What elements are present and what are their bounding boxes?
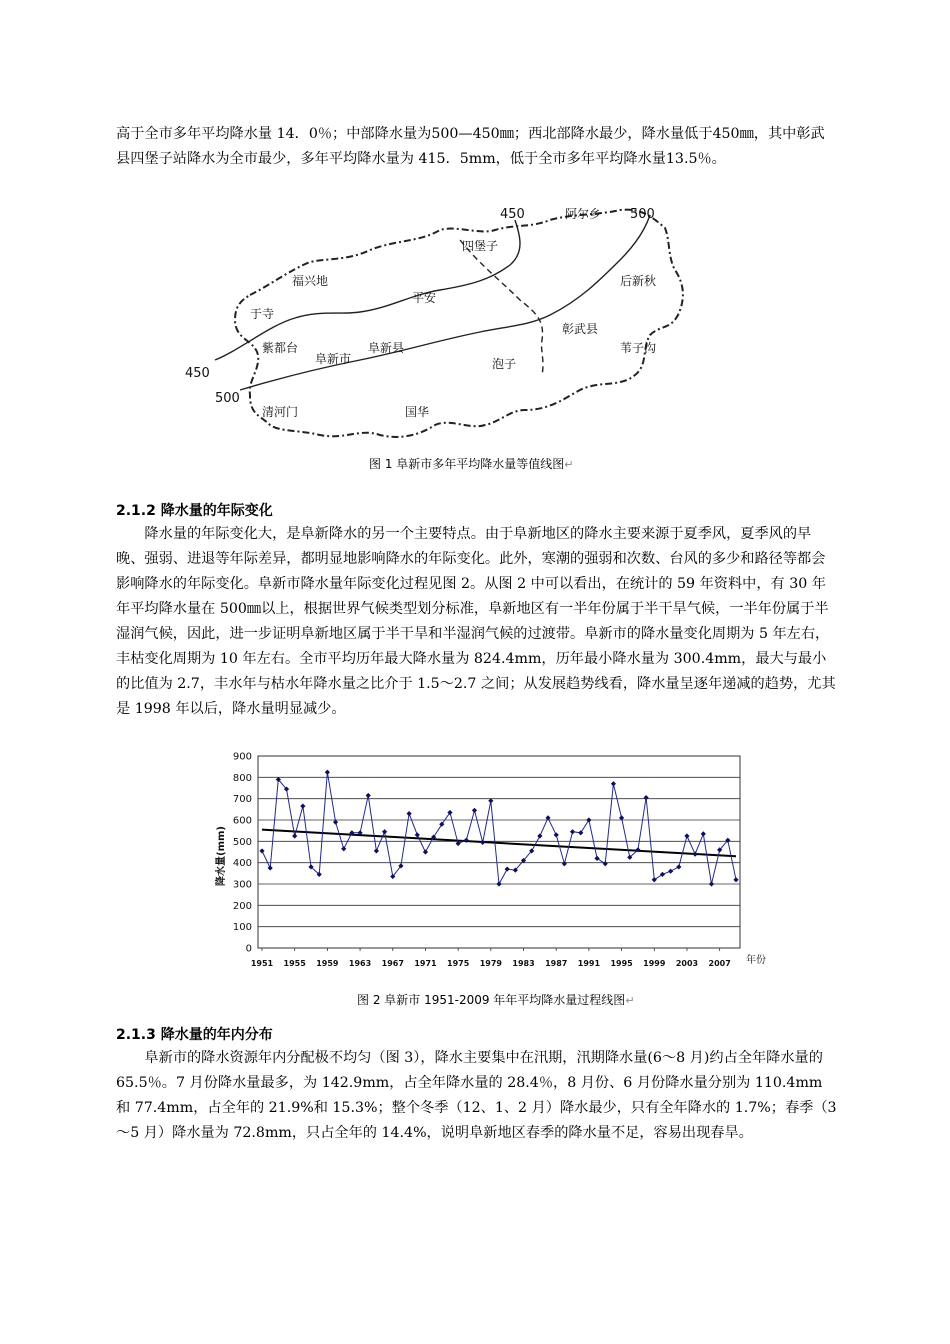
map-label-guohua: 国华	[405, 405, 430, 419]
y-tick-label: 400	[232, 858, 252, 870]
x-tick-label: 1955	[283, 959, 306, 968]
x-tick-label: 2007	[708, 959, 731, 968]
data-point	[325, 770, 330, 775]
map-label-houxinqiu: 后新秋	[620, 274, 657, 288]
series-line	[262, 772, 736, 884]
data-point	[693, 852, 698, 857]
y-tick-label: 200	[232, 900, 252, 912]
data-point	[415, 832, 420, 837]
data-point	[594, 856, 599, 861]
map-label-fuxinxian: 阜新县	[368, 341, 405, 355]
data-point	[366, 793, 371, 798]
x-tick-label: 2003	[675, 959, 699, 968]
data-point	[562, 861, 567, 866]
data-point	[660, 872, 665, 877]
section-2-1-2-body: 降水量的年际变化大，是阜新降水的另一个主要特点。由于阜新地区的降水主要来源于夏季风，夏季风的早晚、强弱、进退等年际差异，都明显地影响降水的年际变化。此外，寒潮的强弱和次数、台风的多少和路径等都会影响降水的年际变化。阜新市降水量年际变化过程见图 2。从图 2 中可以看出，在统计的 59 年资料中，有 30 年年平均降水量在 500㎜以上，根据世界气候类型划分标准，阜新地区有一半年份属于半干旱气候，一半年份属于半湿润气候，因此，进一步证明阜新地区属于半干旱和半湿润气候的过渡带。阜新市的降水量变化周期为 5 年左右，丰枯变化周期为 10 年左右。全市平均历年最大降水量为 824.4mm，历年最小降水量为 300.4mm，最大与最小的比值为 2.7，丰水年与枯水年降水量之比介于 1.5～2.7 之间；从发展趋势线看，降水量呈逐年递减的趋势，尤其是 1998 年以后，降水量明显减少。	[116, 526, 836, 717]
data-point	[537, 833, 542, 838]
section-2-1-3-body: 阜新市的降水资源年内分配极不均匀（图 3），降水主要集中在汛期，汛期降水量(6～8 月)约占全年降水量的 65.5％。7 月份降水量最多，为 142.9mm，占全年降水量的 28.4％，8 月份、6 月份降水量分别为 110.4mm 和 77.4mm，占全年的 21.9%和 15.3%；整个冬季（12、1、2 月）降水最少，只有全年降水的 1.7%；春季（3～5 月）降水量为 72.8mm，只占全年的 14.4%，说明阜新地区春季的降水量不足，容易出现春旱。	[116, 1050, 837, 1141]
map-label-500-top: 500	[630, 207, 655, 222]
data-point	[570, 829, 575, 834]
y-tick-label: 100	[232, 922, 252, 934]
map-label-450-top: 450	[500, 207, 525, 222]
map-label-500-left: 500	[215, 391, 240, 406]
data-point	[292, 833, 297, 838]
x-tick-label: 1995	[610, 959, 633, 968]
y-tick-label: 600	[232, 815, 252, 827]
data-point	[644, 795, 649, 800]
map-label-zidutai: 紫都台	[262, 341, 299, 355]
map-label-fuxinshi: 阜新市	[315, 352, 352, 366]
data-point	[709, 881, 714, 886]
x-tick-label: 1951	[250, 959, 274, 968]
figure1-caption: 图 1 阜新市多年平均降水量等值线图	[369, 457, 565, 471]
y-tick-label: 700	[232, 794, 252, 806]
map-label-paozi: 泡子	[492, 357, 517, 371]
isohyet-map	[180, 200, 700, 445]
x-tick-label: 1975	[447, 959, 470, 968]
data-point	[423, 849, 428, 854]
map-label-zhangwuxian: 彰武县	[562, 322, 599, 336]
data-point	[611, 781, 616, 786]
data-point	[374, 848, 379, 853]
data-point	[480, 840, 485, 845]
data-point	[268, 865, 273, 870]
data-point	[472, 808, 477, 813]
x-tick-label: 1971	[414, 959, 437, 968]
chart-xlabel: 年份	[746, 955, 766, 966]
trend-line	[262, 830, 736, 857]
map-label-sibaozi: 四堡子	[462, 239, 499, 253]
y-tick-label: 300	[232, 879, 252, 891]
data-point	[259, 848, 264, 853]
y-tick-label: 500	[232, 836, 252, 848]
section-2-1-2-heading: 2.1.2 降水量的年际变化	[116, 503, 273, 519]
map-label-yusi: 于寺	[250, 307, 275, 321]
map-label-aerxiang: 阿尔乡	[565, 207, 602, 221]
section-2-1-3-heading: 2.1.3 降水量的年内分布	[116, 1027, 273, 1043]
data-point	[407, 811, 412, 816]
x-tick-label: 1983	[512, 959, 535, 968]
map-label-fengzigou: 苇子沟	[620, 341, 657, 355]
map-label-pingan: 平安	[412, 291, 437, 305]
map-label-qinghemen: 清河门	[262, 405, 299, 419]
map-label-fuxingdi: 福兴地	[292, 274, 329, 288]
x-tick-label: 1963	[348, 959, 372, 968]
map-label-450-left: 450	[185, 366, 210, 381]
x-tick-label: 1991	[577, 959, 601, 968]
x-tick-label: 1987	[545, 959, 568, 968]
data-point	[300, 804, 305, 809]
figure2-caption: 图 2 阜新市 1951-2009 年年平均降水量过程线图	[357, 993, 626, 1007]
y-tick-label: 800	[232, 772, 252, 784]
data-point	[505, 866, 510, 871]
x-tick-label: 1979	[479, 959, 502, 968]
y-tick-label: 900	[232, 751, 252, 763]
data-point	[733, 877, 738, 882]
precipitation-line-chart	[210, 748, 770, 976]
data-point	[701, 831, 706, 836]
chart-ylabel: 降水量(mm)	[216, 826, 227, 886]
data-point	[586, 817, 591, 822]
data-point	[496, 881, 501, 886]
x-tick-label: 1967	[381, 959, 404, 968]
data-point	[652, 877, 657, 882]
y-tick-label: 0	[245, 943, 252, 955]
data-point	[676, 864, 681, 869]
data-point	[554, 832, 559, 837]
x-tick-label: 1959	[316, 959, 339, 968]
return-mark-icon: ↵	[564, 458, 574, 471]
x-tick-label: 1999	[643, 959, 666, 968]
data-point	[684, 833, 689, 838]
map-boundary	[235, 210, 683, 437]
data-point	[668, 869, 673, 874]
data-point	[578, 830, 583, 835]
data-point	[382, 829, 387, 834]
intro-paragraph: 高于全市多年平均降水量 14．0％；中部降水量为500—450㎜；西北部降水最少，降水量低于450㎜，其中彰武县四堡子站降水为全市最少，多年平均降水量为 415．5mm，低于全市多年平均降水量13.5％。	[116, 126, 825, 167]
data-point	[341, 846, 346, 851]
data-point	[603, 861, 608, 866]
return-mark-icon: ↵	[625, 994, 635, 1007]
